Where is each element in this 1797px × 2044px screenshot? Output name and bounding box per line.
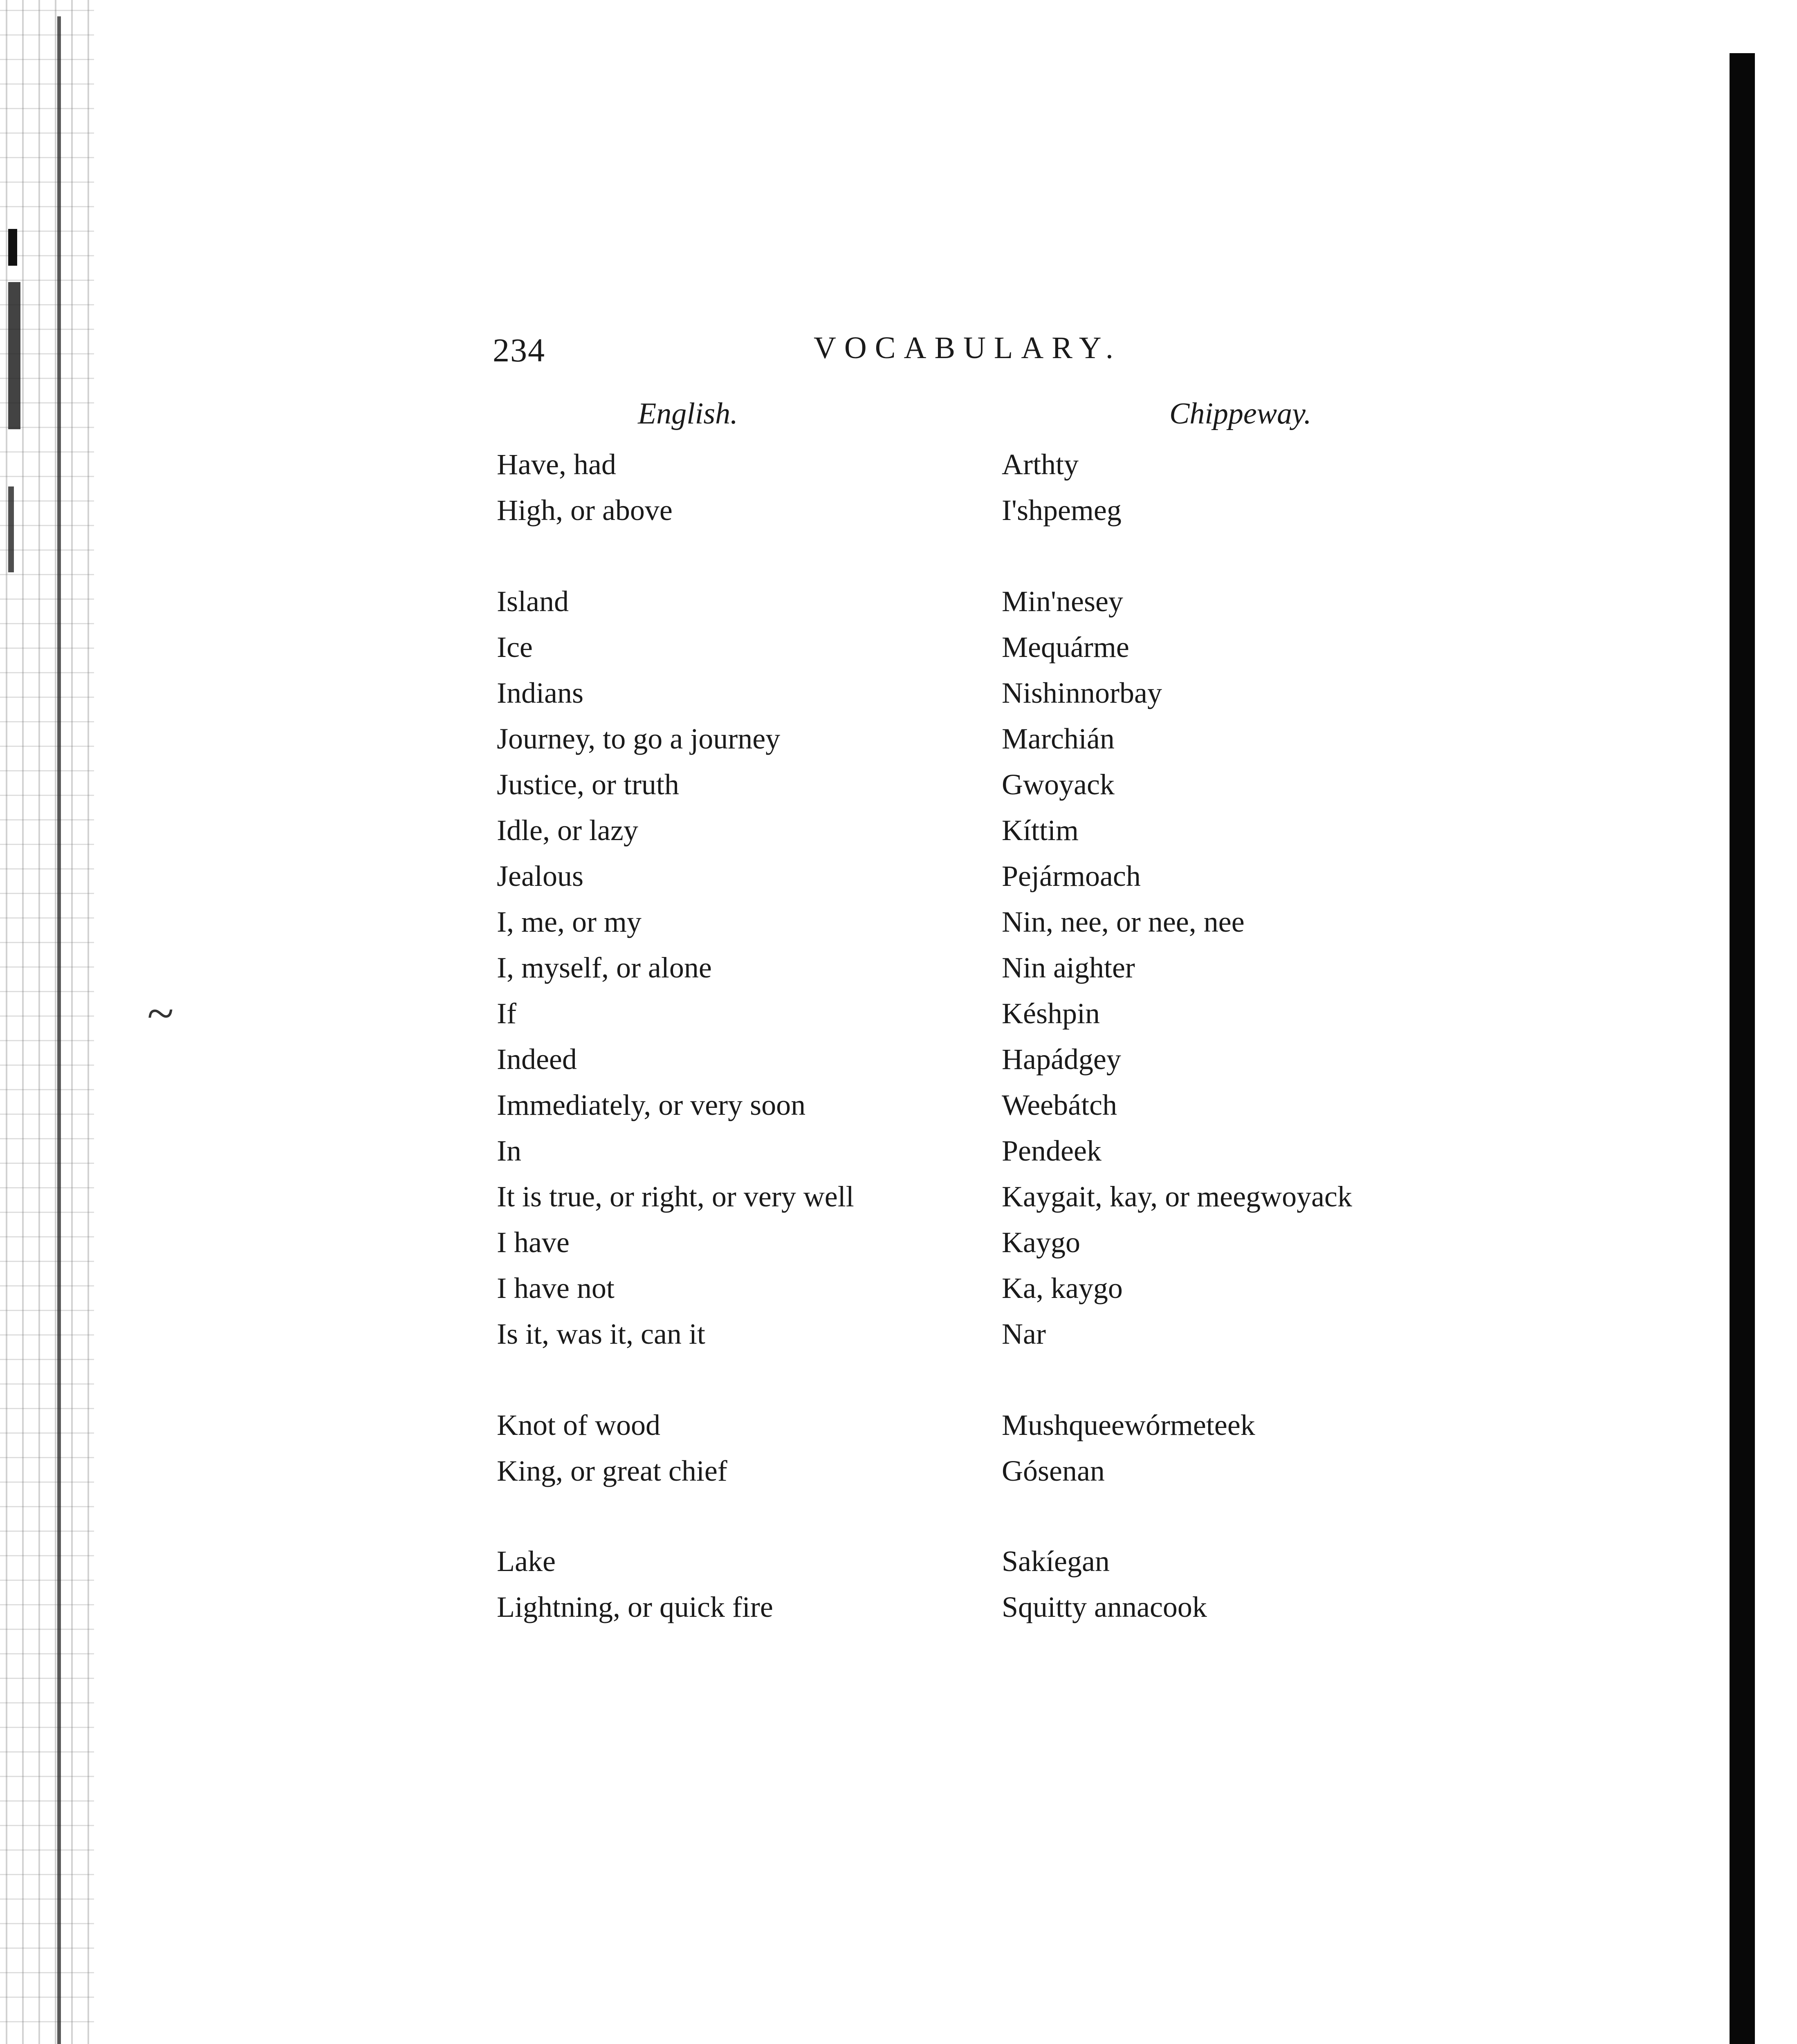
english-term: It is true, or right, or very well [497,1180,854,1213]
scan-gutter-mark [8,282,20,429]
english-term: High, or above [497,494,673,527]
english-term: Island [497,585,569,618]
scan-gutter-line [57,16,61,2044]
chippeway-term: Pejármoach [1002,860,1141,892]
english-term: Idle, or lazy [497,814,638,847]
chippeway-term: Mushqueewórmeteek [1002,1409,1255,1441]
english-term: I, myself, or alone [497,951,712,984]
english-term: Journey, to go a journey [497,722,781,755]
english-term: Have, had [497,448,616,481]
english-term: Is it, was it, can it [497,1318,705,1350]
english-term: I have not [497,1272,615,1304]
chippeway-term: Nishinnorbay [1002,677,1162,709]
english-term: Lake [497,1545,556,1578]
english-term: Indeed [497,1043,577,1076]
english-term: Justice, or truth [497,768,679,801]
chippeway-term: I'shpemeg [1002,494,1122,527]
chippeway-term: Gwoyack [1002,768,1115,801]
chippeway-term: Késhpin [1002,997,1100,1030]
chippeway-term: Mequárme [1002,631,1129,663]
chippeway-term: Arthty [1002,448,1079,481]
english-term: King, or great chief [497,1455,727,1487]
column-header-english: English. [638,397,738,430]
chippeway-term: Nin aighter [1002,951,1135,984]
page-number: 234 [493,332,545,369]
scan-gutter-mark [8,229,17,266]
chippeway-term: Weebátch [1002,1089,1117,1121]
english-term: Jealous [497,860,583,892]
english-term: Ice [497,631,533,663]
scan-gutter-mark [8,486,14,572]
english-term: If [497,997,516,1030]
english-term: In [497,1134,521,1167]
running-head: VOCABULARY. [814,331,1122,365]
chippeway-term: Ka, kaygo [1002,1272,1123,1304]
english-term: Immediately, or very soon [497,1089,806,1121]
chippeway-term: Gósenan [1002,1455,1105,1487]
english-term: Indians [497,677,583,709]
english-term: I, me, or my [497,905,642,938]
chippeway-term: Kaygait, kay, or meegwoyack [1002,1180,1353,1213]
chippeway-term: Kíttim [1002,814,1079,847]
chippeway-term: Pendeek [1002,1134,1102,1167]
column-header-chippeway: Chippeway. [1169,397,1312,430]
stray-ink-mark: ~ [147,986,174,1040]
scan-right-edge-bar [1730,53,1755,2044]
english-term: I have [497,1226,570,1259]
chippeway-term: Nar [1002,1318,1046,1350]
chippeway-term: Sakíegan [1002,1545,1110,1578]
chippeway-term: Min'nesey [1002,585,1123,618]
chippeway-term: Kaygo [1002,1226,1080,1259]
chippeway-term: Nin, nee, or nee, nee [1002,905,1245,938]
chippeway-term: Hapádgey [1002,1043,1121,1076]
chippeway-term: Marchián [1002,722,1115,755]
english-term: Lightning, or quick fire [497,1591,773,1623]
chippeway-term: Squitty annacook [1002,1591,1207,1623]
english-term: Knot of wood [497,1409,660,1441]
